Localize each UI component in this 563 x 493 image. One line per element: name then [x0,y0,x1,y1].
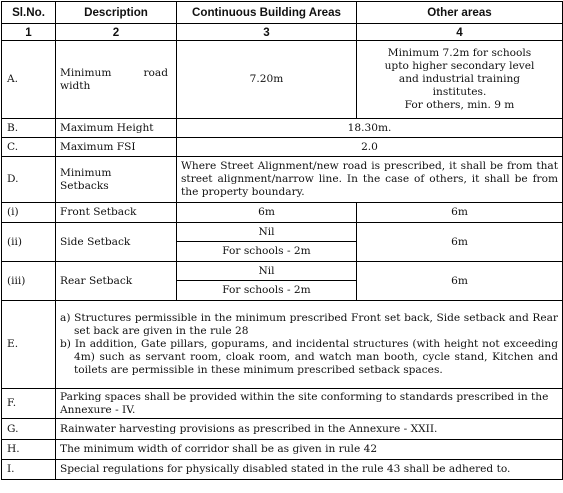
description-cell [56,41,177,119]
sl-no-cell: B. [2,119,56,138]
merged-text-cell: Where Street Alignment/new road is prescribed, it shall be from that street alignment/narrow line. In the case of others, it shall be from the property boundary. [177,157,563,203]
sl-no-cell: C. [2,138,56,157]
header-row [2,2,563,24]
row-e-permissible-structures [2,301,563,389]
description-cell: Rear Setback [56,262,177,301]
other-area-value [357,41,563,119]
column-number: 4 [357,24,563,41]
list-item [60,312,558,338]
list-item-text: Structures permissible in the minimum prescribed Front set back, Side setback and Rear set back are given in the rule 28 [74,312,558,337]
list-item-text: In addition, Gate pillars, gopurams, and incidental structures (with height not exceeding 4m) such as servant room, cloak room, and watch man booth, cycle stand, Kitchen and toilets are permissible in these minimum prescribed setback spaces. [74,338,558,376]
sl-no-cell: E. [2,301,56,389]
row-h-corridor [2,440,563,460]
row-a-minimum-road-width [2,41,563,119]
description-cell [56,157,177,203]
merged-text-cell [56,301,563,389]
value-line: Minimum 7.2m for schools [387,47,532,59]
merged-text-cell: The minimum width of corridor shall be as given in rule 42 [56,440,563,460]
value-line: and industrial training [398,73,521,85]
header-description: Description [56,2,177,24]
row-g-rainwater [2,419,563,440]
sub-list [60,312,558,377]
list-marker: b) [60,338,71,350]
description-text: Minimum [60,166,112,179]
description-text: road [143,66,168,79]
description-text: Minimum [60,66,112,79]
merged-text-cell: Special regulations for physically disabled stated in the rule 43 shall be adhered to. [56,460,563,480]
row-f-parking [2,389,563,419]
continuous-area-value: Nil [177,223,357,242]
list-item [60,338,558,377]
sl-no-cell: H. [2,440,56,460]
list-marker: a) [60,312,71,324]
column-number: 2 [56,24,177,41]
other-area-value: 6m [357,262,563,301]
merged-value-cell: 18.30m. [177,119,563,138]
sl-no-cell: (ii) [2,223,56,262]
column-number: 3 [177,24,357,41]
continuous-area-value: 7.20m [177,41,357,119]
sl-no-cell: A. [2,41,56,119]
row-d-minimum-setbacks [2,157,563,203]
merged-text-cell: Parking spaces shall be provided within the site conforming to standards prescribed in the Annexure - IV. [56,389,563,419]
continuous-area-value: For schools - 2m [177,242,357,262]
column-number: 1 [2,24,56,41]
description-cell: Side Setback [56,223,177,262]
value-line: upto higher secondary level [384,60,535,72]
other-area-value: 6m [357,203,563,223]
description-cell: Maximum Height [56,119,177,138]
continuous-area-value: Nil [177,262,357,281]
sl-no-cell: G. [2,419,56,440]
merged-value-cell: 2.0 [177,138,563,157]
row-i-front-setback [2,203,563,223]
column-number-row [2,24,563,41]
other-area-value: 6m [357,223,563,262]
row-b-maximum-height [2,119,563,138]
continuous-area-value: 6m [177,203,357,223]
row-iii-rear-setback [2,262,563,281]
continuous-area-value: For schools - 2m [177,281,357,301]
sl-no-cell: I. [2,460,56,480]
sl-no-cell: (iii) [2,262,56,301]
row-i-disabled [2,460,563,480]
value-line: For others, min. 9 m [404,99,515,111]
value-line: institutes. [432,86,487,98]
sl-no-cell: F. [2,389,56,419]
sl-no-cell: D. [2,157,56,203]
row-c-maximum-fsi [2,138,563,157]
merged-text-cell: Rainwater harvesting provisions as prescribed in the Annexure - XXII. [56,419,563,440]
regulations-table [1,1,563,480]
header-other-areas: Other areas [357,2,563,24]
description-cell: Maximum FSI [56,138,177,157]
description-text: Setbacks [60,179,109,192]
description-cell: Front Setback [56,203,177,223]
row-ii-side-setback [2,223,563,242]
header-sl-no: Sl.No. [2,2,56,24]
sl-no-cell: (i) [2,203,56,223]
header-continuous-building-areas: Continuous Building Areas [177,2,357,24]
description-text: width [60,79,91,92]
